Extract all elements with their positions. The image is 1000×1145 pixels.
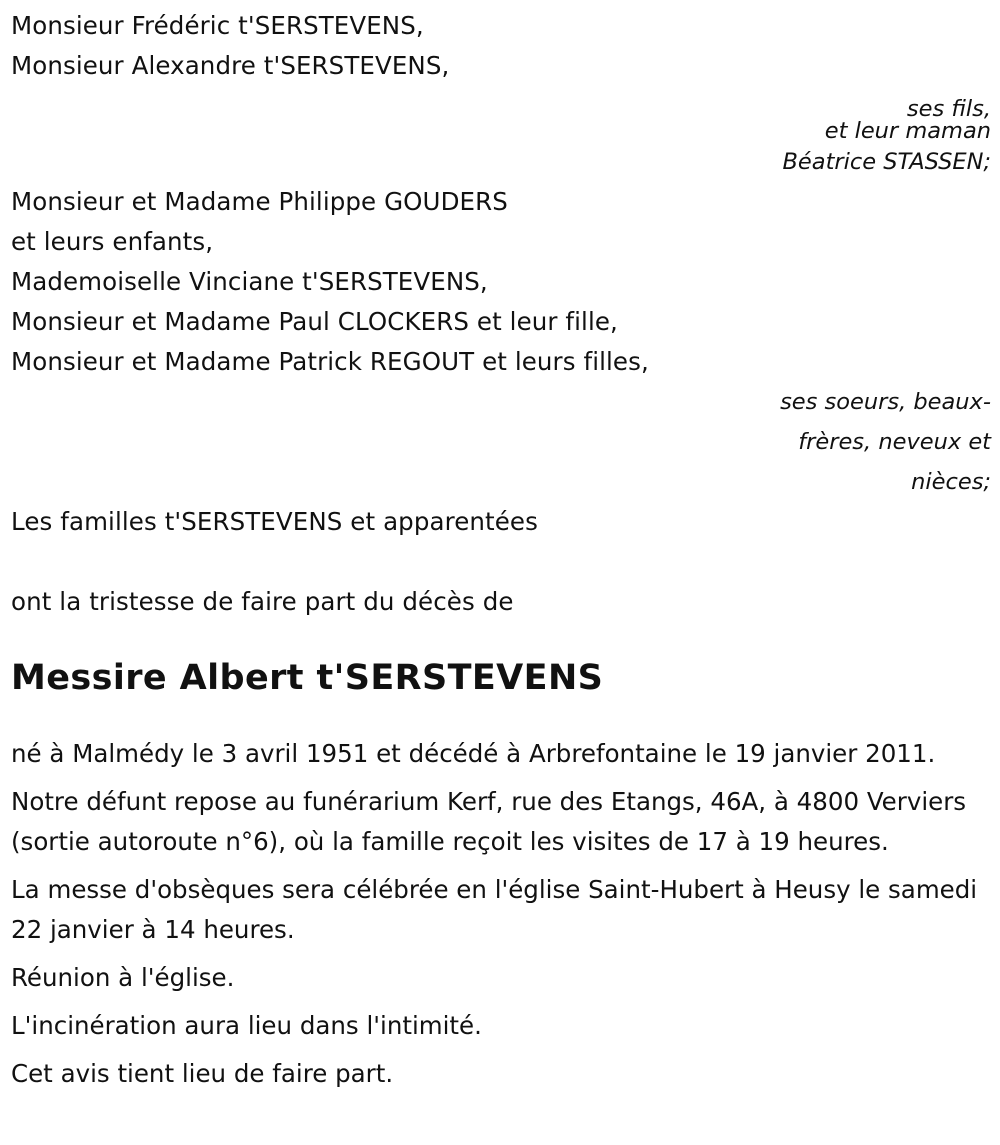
notice-paragraph: Cet avis tient lieu de faire part. xyxy=(11,1059,394,1088)
sons-caption-2: et leur maman xyxy=(824,118,991,144)
funeral-mass-paragraph: La messe d'obsèques sera célébrée en l'église Saint-Hubert à Heusy le samedi 22 janvier à 14 heures. xyxy=(11,875,978,944)
siblings-caption-1: ses soeurs, beaux- xyxy=(780,389,991,415)
sibling-line-2: et leurs enfants, xyxy=(11,227,214,256)
visitation-paragraph: Notre défunt repose au funérarium Kerf, rue des Etangs, 46A, à 4800 Verviers (sortie autoroute n°6), où la famille reçoit les visites de 17 à 19 heures. xyxy=(11,787,967,856)
deceased-name: Messire Albert t'SERSTEVENS xyxy=(11,658,604,698)
meeting-paragraph: Réunion à l'église. xyxy=(11,963,235,992)
mother-name: Béatrice STASSEN; xyxy=(782,149,991,175)
sons-caption-1: ses fils, xyxy=(906,96,991,122)
announcement-line: ont la tristesse de faire part du décès de xyxy=(11,587,514,616)
cremation-paragraph: L'incinération aura lieu dans l'intimité. xyxy=(11,1011,482,1040)
sibling-line-5: Monsieur et Madame Patrick REGOUT et leurs filles, xyxy=(11,347,649,376)
son-line-2: Monsieur Alexandre t'SERSTEVENS, xyxy=(11,51,450,80)
sibling-line-3: Mademoiselle Vinciane t'SERSTEVENS, xyxy=(11,267,488,296)
sibling-line-4: Monsieur et Madame Paul CLOCKERS et leur fille, xyxy=(11,307,618,336)
birth-death-paragraph: né à Malmédy le 3 avril 1951 et décédé à Arbrefontaine le 19 janvier 2011. xyxy=(11,739,936,768)
families-line: Les familles t'SERSTEVENS et apparentées xyxy=(11,507,538,536)
sibling-line-1: Monsieur et Madame Philippe GOUDERS xyxy=(11,187,508,216)
funeral-notice xyxy=(11,6,991,1094)
son-line-1: Monsieur Frédéric t'SERSTEVENS, xyxy=(11,11,424,40)
siblings-caption-2: frères, neveux et xyxy=(798,429,991,455)
siblings-caption-3: nièces; xyxy=(911,469,991,495)
